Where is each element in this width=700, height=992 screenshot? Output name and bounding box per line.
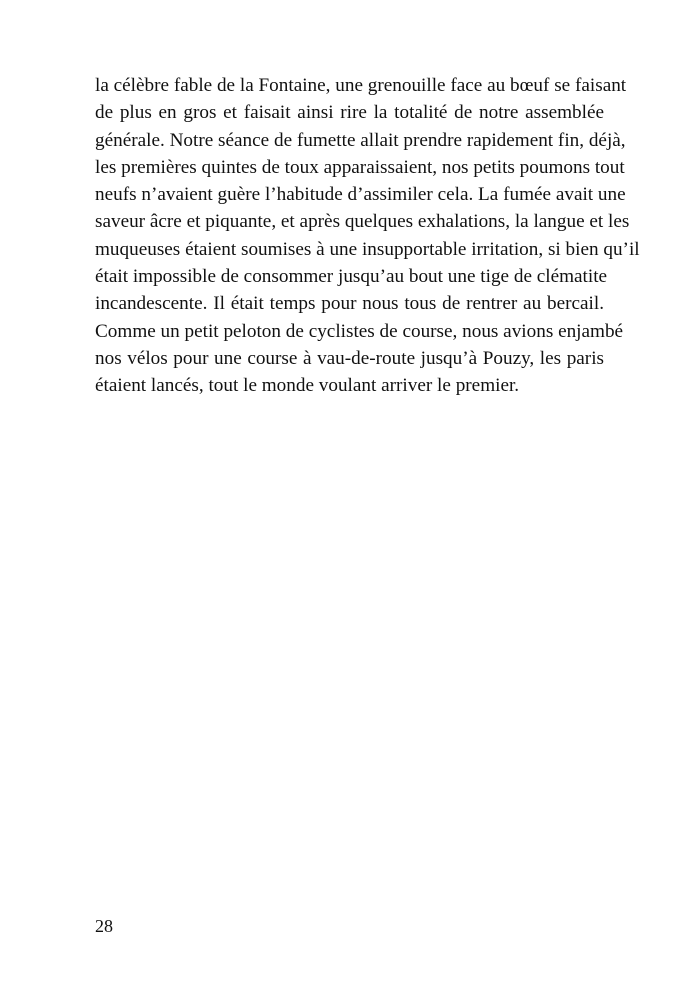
page-number: 28	[95, 916, 113, 936]
text-line: étaient lancés, tout le monde voulant arriver le premier.	[95, 375, 520, 397]
text-line: générale. Notre séance de fumette allait prendre rapidement fin, déjà,	[95, 129, 626, 151]
text-line: de plus en gros et faisait ainsi rire la totalité de notre assemblée	[95, 102, 604, 124]
text-line: Comme un petit peloton de cyclistes de course, nous avions enjambé	[95, 320, 624, 342]
body-paragraph	[95, 72, 640, 400]
text-line: nos vélos pour une course à vau-de-route jusqu’à Pouzy, les paris	[95, 347, 604, 369]
text-line: les premières quintes de toux apparaissaient, nos petits poumons tout	[95, 156, 625, 178]
text-line: incandescente. Il était temps pour nous tous de rentrer au bercail.	[95, 293, 604, 315]
text-line: muqueuses étaient soumises à une insupportable irritation, si bien qu’il	[95, 238, 640, 260]
text-line: la célèbre fable de la Fontaine, une grenouille face au bœuf se faisant	[95, 75, 627, 96]
text-line: saveur âcre et piquante, et après quelques exhalations, la langue et les	[95, 211, 630, 233]
text-line: neufs n’avaient guère l’habitude d’assimiler cela. La fumée avait une	[95, 184, 626, 206]
text-line: était impossible de consommer jusqu’au bout une tige de clématite	[95, 266, 608, 288]
